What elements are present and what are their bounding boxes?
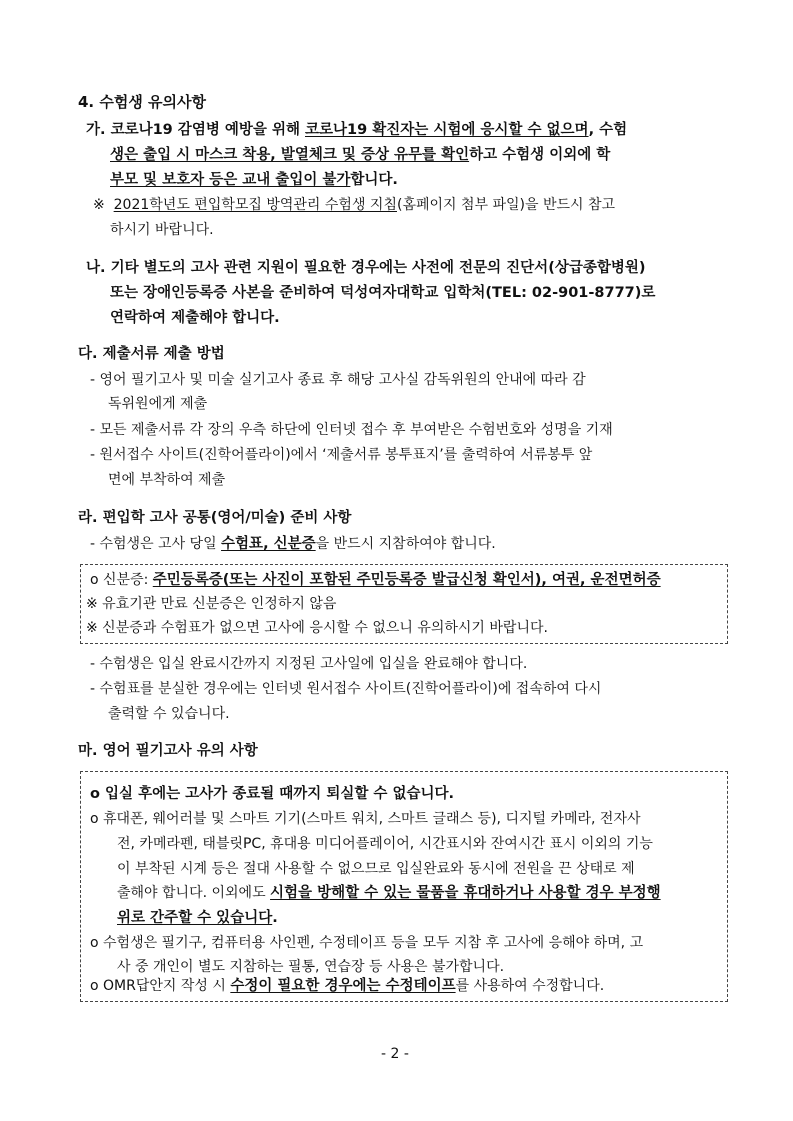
ma-bullet2-line5: 위로 간주할 수 있습니다. (117, 910, 278, 926)
ma-bullet2-line1: o 휴대폰, 웨어러블 및 스마트 기기(스마트 워치, 스마트 글래스 등), 디지털 카메라, 전자사 (90, 811, 641, 827)
box-id-line2: ※ 유효기관 만료 신분증은 인정하지 않음 (86, 596, 337, 612)
page-number: - 2 - (381, 1046, 409, 1062)
item-na-line2: 또는 장애인등록증 사본을 준비하여 덕성여자대학교 입학처(TEL: 02-901-8777)로 (110, 285, 656, 301)
ra-item1: - 수험생은 고사 당일 수험표, 신분증을 반드시 지참하여야 합니다. (90, 536, 496, 552)
item-ga-line3: 부모 및 보호자 등은 교내 출입이 불가합니다. (110, 172, 398, 188)
item-ga-note-line1: ※ 2021학년도 편입학모집 방역관리 수험생 지침(홈페이지 첨부 파일)을 반드시 참고 (93, 197, 616, 213)
da-item2: - 모든 제출서류 각 장의 우측 하단에 인터넷 접수 후 부여받은 수험번호와 성명을 기재 (90, 422, 613, 438)
item-ga-line1: 가. 코로나19 감염병 예방을 위해 코로나19 확진자는 시험에 응시할 수 없으며, 수험 (86, 122, 628, 138)
da-item1-line2: 독위원에게 제출 (108, 396, 208, 412)
english-exam-notice-box (80, 771, 728, 1002)
section-ma-title: 마. 영어 필기고사 유의 사항 (78, 743, 258, 759)
ma-bullet2-line2: 전, 카메라펜, 태블릿PC, 휴대용 미디어플레이어, 시간표시와 잔여시간 표시 이외의 기능 (117, 836, 653, 852)
box-id-line3: ※ 신분증과 수험표가 없으면 고사에 응시할 수 없으니 유의하시기 바랍니다. (86, 620, 548, 636)
box-id-line1: o 신분증: 주민등록증(또는 사진이 포함된 주민등록증 발급신청 확인서), 여권, 운전면허증 (90, 572, 661, 588)
da-item3-line2: 면에 부착하여 제출 (108, 472, 226, 488)
item-na-line3: 연락하여 제출해야 합니다. (110, 310, 280, 326)
da-item1-line1: - 영어 필기고사 및 미술 실기고사 종료 후 해당 고사실 감독위원의 안내에 따라 감 (90, 372, 586, 388)
ma-bullet3-line2: 사 중 개인이 별도 지참하는 필통, 연습장 등 사용은 불가합니다. (117, 959, 505, 975)
id-card-notice-box (80, 564, 728, 644)
ma-bullet3-line1: o 수험생은 필기구, 컴퓨터용 사인펜, 수정테이프 등을 모두 지참 후 고사에 응해야 하며, 고 (90, 935, 644, 951)
section-ra-title: 라. 편입학 고사 공통(영어/미술) 준비 사항 (78, 510, 352, 526)
ma-bullet4: o OMR답안지 작성 시 수정이 필요한 경우에는 수정테이프를 사용하여 수정합니다. (90, 978, 605, 994)
da-item3-line1: - 원서접수 사이트(진학어플라이)에서 ‘제출서류 봉투표지’를 출력하여 서류봉투 앞 (90, 447, 593, 463)
ma-bullet1: o 입실 후에는 고사가 종료될 때까지 퇴실할 수 없습니다. (90, 786, 455, 802)
ra-item3-line2: 출력할 수 있습니다. (108, 706, 230, 722)
item-ga-note-line2: 하시기 바랍니다. (110, 222, 214, 238)
item-ga-line2: 생은 출입 시 마스크 착용, 발열체크 및 증상 유무를 확인하고 수험생 이외에 학 (110, 147, 611, 163)
section-4-title: 4. 수험생 유의사항 (78, 93, 207, 111)
ma-bullet2-line3: 이 부착된 시계 등은 절대 사용할 수 없으므로 입실완료와 동시에 전원을 끈 상태로 제 (117, 861, 635, 877)
section-da-title: 다. 제출서류 제출 방법 (78, 346, 225, 362)
ra-item2: - 수험생은 입실 완료시간까지 지정된 고사일에 입실을 완료해야 합니다. (90, 656, 528, 672)
ma-bullet2-line4: 출해야 합니다. 이외에도 시험을 방해할 수 있는 물품을 휴대하거나 사용할 경우 부정행 (117, 885, 661, 901)
ra-item3-line1: - 수험표를 분실한 경우에는 인터넷 원서접수 사이트(진학어플라이)에 접속하여 다시 (90, 681, 602, 697)
item-na-line1: 나. 기타 별도의 고사 관련 지원이 필요한 경우에는 사전에 전문의 진단서(상급종합병원) (86, 260, 646, 276)
